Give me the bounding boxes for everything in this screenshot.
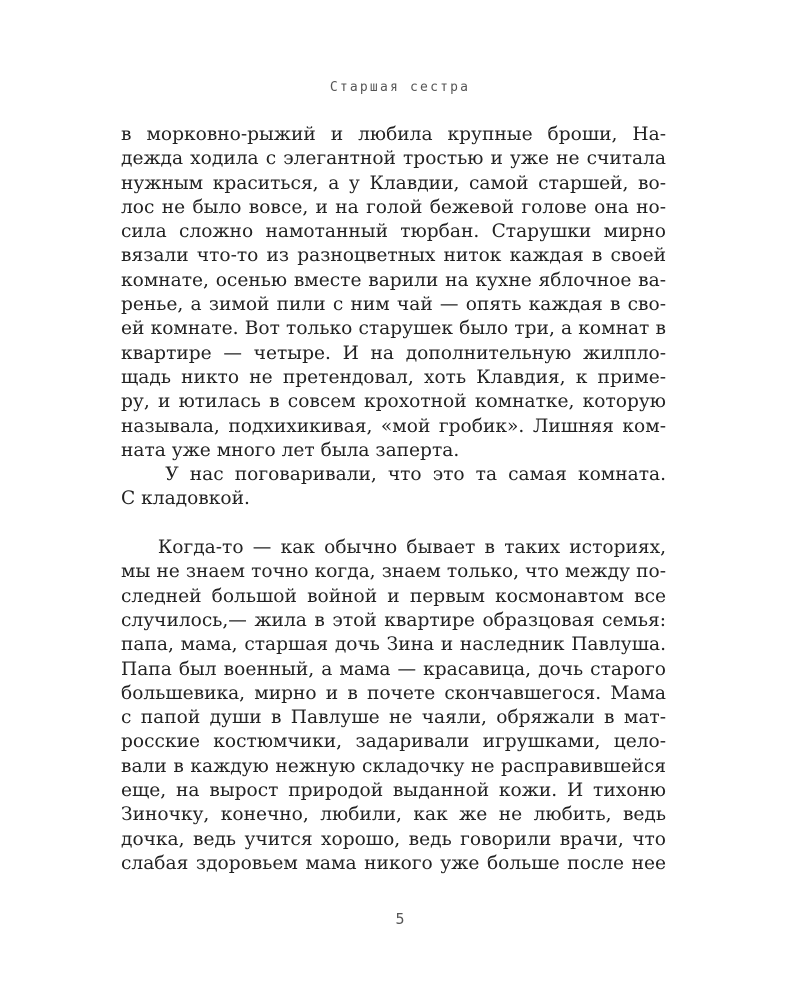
text-line: с папой души в Павлуше не чаяли, обряжали в мат- (121, 707, 666, 729)
text-line: Зиночку, конечно, любили, как же не любить, ведь (121, 804, 666, 826)
paragraph-3 (121, 536, 666, 876)
text-line: ренье, а зимой пили с ним чай — опять каждая в сво- (121, 294, 666, 316)
text-line: Когда-то — как обычно бывает в таких историях, (121, 537, 666, 559)
paragraph-2 (121, 463, 666, 512)
text-line: вязали что-то из разноцветных ниток каждая в своей (121, 245, 666, 267)
text-line: большевика, мирно и в почете скончавшегося. Мама (121, 682, 666, 704)
text-line: ната уже много лет была заперта. (121, 439, 460, 461)
text-line: ру, и ютилась в совсем крохотной комнатке, которую (121, 391, 666, 413)
text-line: квартире — четыре. И на дополнительную жилпло- (121, 342, 666, 364)
text-line: слабая здоровьем мама никого уже больше после нее (121, 852, 666, 874)
paragraph-1 (121, 123, 666, 463)
text-line: папа, мама, старшая дочь Зина и наследник Павлуша. (121, 634, 666, 656)
text-line: Папа был военный, а мама — красавица, дочь старого (121, 658, 666, 680)
text-line: лос не было вовсе, и на голой бежевой голове она но- (121, 196, 666, 218)
text-line: случилось,— жила в этой квартире образцовая семья: (121, 609, 666, 631)
text-line: называла, подхихикивая, «мой гробик». Лишняя ком- (121, 415, 666, 437)
text-line: росские костюмчики, задаривали игрушками, цело- (121, 731, 666, 753)
text-line: еще, на вырост природой выданной кожи. И тихоню (121, 780, 666, 802)
text-line: в морковно-рыжий и любила крупные броши, На- (121, 124, 666, 145)
text-line: ей комнате. Вот только старушек было три, а комнат в (121, 318, 666, 340)
text-line: вали в каждую нежную складочку не расправившейся (121, 755, 666, 777)
text-line: дежда ходила с элегантной тростью и уже не считала (121, 148, 666, 170)
text-line: мы не знаем точно когда, знаем только, что между по- (121, 561, 666, 583)
running-head-title: Старшая сестра (329, 80, 471, 95)
body-text (121, 123, 666, 876)
text-line: комнате, осенью вместе варили на кухне яблочное ва- (121, 269, 666, 291)
text-line: сила сложно намотанный тюрбан. Старушки мирно (121, 221, 666, 243)
text-line: дочка, ведь учится хорошо, ведь говорили врачи, что (121, 828, 666, 850)
text-line: У нас поговаривали, что это та самая комната. (121, 464, 666, 486)
page-number: 5 (395, 910, 405, 928)
text-line: С кладовкой. (121, 488, 250, 510)
text-line: щадь никто не претендовал, хоть Клавдия, к приме- (121, 366, 666, 388)
section-break (121, 512, 666, 536)
text-line: нужным краситься, а у Клавдии, самой старшей, во- (121, 172, 666, 194)
text-line: следней большой войной и первым космонавтом все (121, 585, 666, 607)
